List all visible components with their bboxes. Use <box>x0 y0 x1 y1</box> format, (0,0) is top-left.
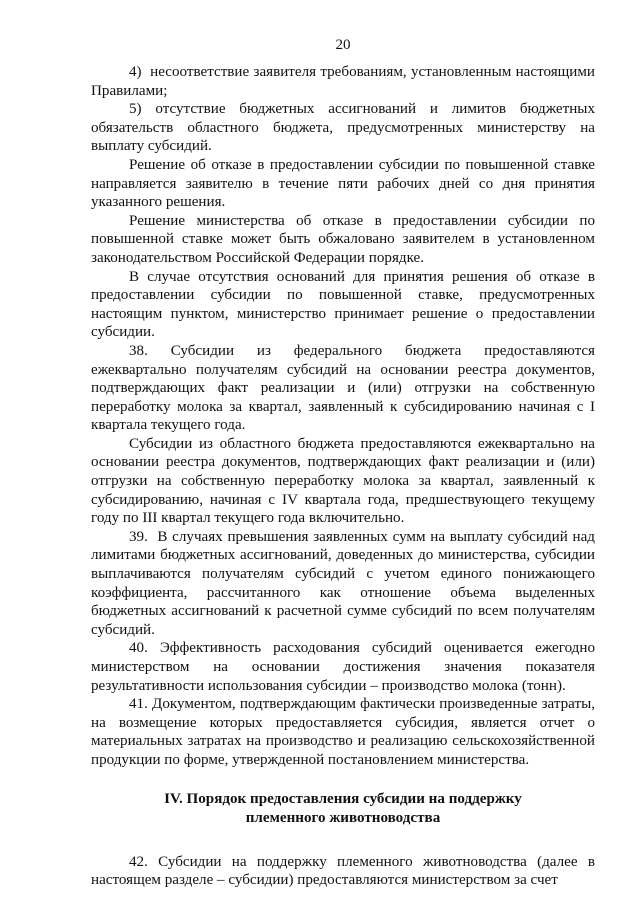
page-number: 20 <box>335 37 351 53</box>
paragraph-refusal-notice: Решение об отказе в предоставлении субсидии по повышенной ставке направляется заявителю в течение пяти рабочих дней со дня принятия указанного решения. <box>91 156 595 211</box>
paragraph-appeal: Решение министерства об отказе в предоставлении субсидии по повышенной ставке может быть обжаловано заявителем в установленном законодательством Российской Федерации порядке. <box>91 212 595 266</box>
section-heading-line-2: племенного животноводства <box>245 809 441 826</box>
paragraph-38: 38. Субсидии из федерального бюджета предоставляются ежеквартально получателям субсидий на основании реестра документов, подтверждающих факт реализации и (или) отгрузки на собственную переработку молока за квартал, заявленный к субсидированию начиная с I квартала текущего года. <box>91 342 595 434</box>
section-heading <box>91 790 595 828</box>
paragraph-40: 40. Эффективность расходования субсидий оценивается ежегодно министерством на основании достижения значения показателя результативности использования субсидии – производство молока (тонн). <box>91 640 595 694</box>
document-page <box>91 36 595 890</box>
section-heading-line-1: IV. Порядок предоставления субсидии на поддержку <box>164 790 522 807</box>
paragraph-item-5: 5) отсутствие бюджетных ассигнований и лимитов бюджетных обязательств областного бюджета, предусмотренных министерству на выплату субсидий. <box>91 101 595 155</box>
paragraph-41: 41. Документом, подтверждающим фактически произведенные затраты, на возмещение которых предоставляется субсидия, является отчет о материальных затратах на производство и реализацию сельскохозяйственной продукции по форме, утвержденной постановлением министерства. <box>91 696 595 768</box>
paragraph-regional-budget: Субсидии из областного бюджета предоставляются ежеквартально на основании реестра документов, подтверждающих факт реализации и (или) отгрузки на собственную переработку молока за квартал, заявленный к субсидированию, начиная с IV квартала года, предшествующего текущему году по III квартал текущего года включительно. <box>91 435 595 527</box>
paragraph-42: 42. Субсидии на поддержку племенного животноводства (далее в настоящем разделе – субсидии) предоставляются министерством за счет <box>91 853 595 889</box>
paragraph-grant-decision: В случае отсутствия оснований для принятия решения об отказе в предоставлении субсидии по повышенной ставке, предусмотренных настоящим пунктом, министерство принимает решение о предоставлении субсидии. <box>91 268 595 341</box>
paragraph-39: 39. В случаях превышения заявленных сумм на выплату субсидий над лимитами бюджетных ассигнований, доведенных до министерства, субсидии выплачиваются получателям субсидий с учетом единого понижающего коэффициента, рассчитанного как отношение объема выделенных бюджетных ассигнований к расчетной сумме субсидий по всем получателям субсидий. <box>91 528 595 638</box>
paragraph-item-4: 4) несоответствие заявителя требованиям, установленным настоящими Правилами; <box>91 64 595 99</box>
